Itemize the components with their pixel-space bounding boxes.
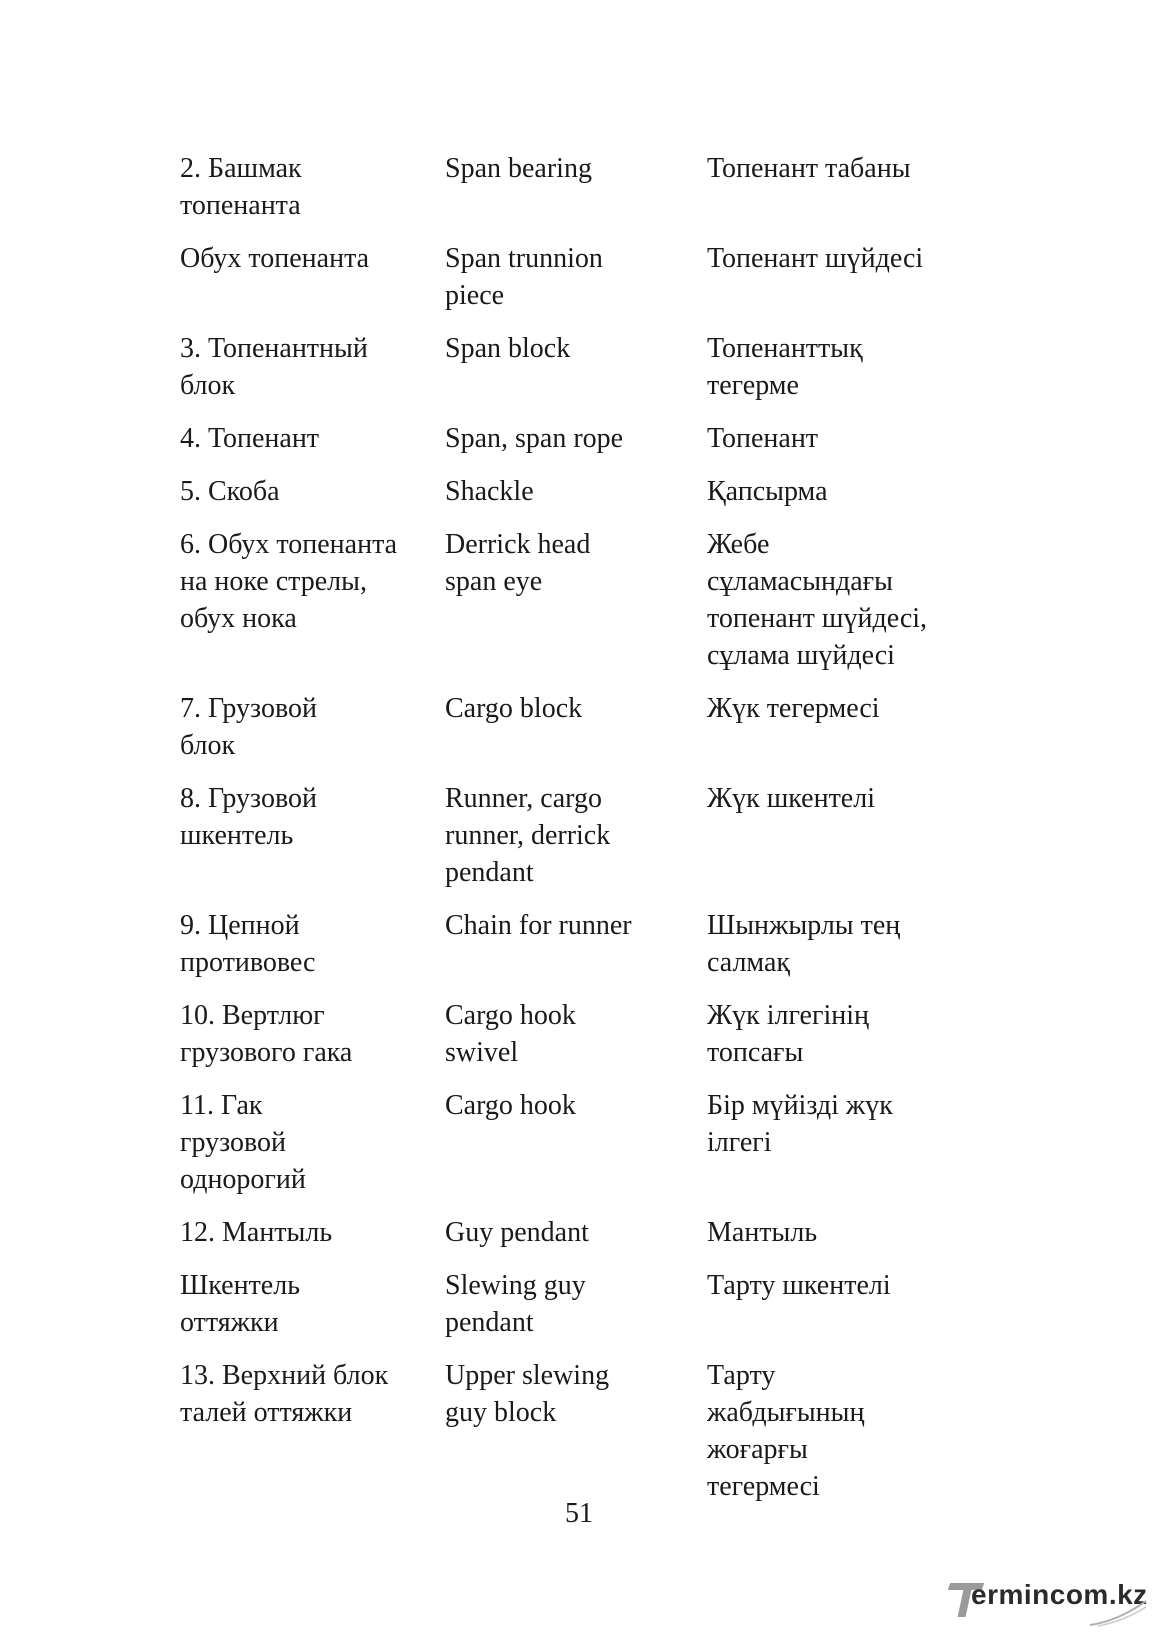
term-kazakh: Топенанттық тегерме [707, 333, 863, 401]
term-row [180, 330, 980, 404]
term-russian: 7. Грузовой блок [180, 693, 317, 761]
term-row [180, 473, 980, 510]
term-row [180, 240, 980, 314]
watermark-swoosh-icon [1088, 1599, 1148, 1627]
term-english: Span, span rope [445, 423, 624, 454]
term-kazakh: Топенант [707, 423, 819, 454]
term-kazakh: Тарту шкентелі [707, 1270, 891, 1301]
term-row [180, 1267, 980, 1341]
term-english: Span block [445, 333, 571, 364]
term-english: Chain for runner [445, 910, 632, 941]
term-russian: 13. Верхний блок талей оттяжки [180, 1360, 389, 1428]
term-russian: 11. Гак грузовой однорогий [180, 1090, 306, 1195]
term-row [180, 907, 980, 981]
term-russian: 4. Топенант [180, 423, 320, 454]
term-english: Guy pendant [445, 1217, 589, 1248]
term-english: Cargo hook swivel [445, 1000, 576, 1068]
term-row [180, 690, 980, 764]
term-russian: 9. Цепной противовес [180, 910, 316, 978]
term-russian: 6. Обух топенанта на ноке стрелы, обух нока [180, 529, 398, 634]
term-russian: 5. Скоба [180, 476, 280, 507]
term-kazakh: Шынжырлы тең салмақ [707, 910, 901, 978]
term-row [180, 780, 980, 891]
term-english: Runner, cargo runner, derrick pendant [445, 783, 611, 888]
term-russian: 10. Вертлюг грузового гака [180, 1000, 353, 1068]
term-row [180, 1087, 980, 1198]
term-kazakh: Жүк шкентелі [707, 783, 875, 814]
watermark-text: ermincom.kz [971, 1579, 1148, 1610]
term-kazakh: Қапсырма [707, 476, 828, 507]
terms-table [180, 150, 980, 1521]
term-kazakh: Жебе сұламасындағы топенант шүйдесі, сұлама шүйдесі [707, 529, 928, 671]
term-english: Span trunnion piece [445, 243, 603, 311]
term-kazakh: Топенант шүйдесі [707, 243, 924, 274]
term-kazakh: Тарту жабдығының жоғарғы тегермесі [707, 1360, 865, 1502]
term-row [180, 420, 980, 457]
term-english: Upper slewing guy block [445, 1360, 610, 1428]
term-english: Span bearing [445, 153, 592, 184]
term-kazakh: Жүк тегермесі [707, 693, 880, 724]
term-english: Slewing guy pendant [445, 1270, 586, 1338]
term-russian: Обух топенанта [180, 243, 370, 274]
term-kazakh: Топенант табаны [707, 153, 911, 184]
term-russian: 12. Мантыль [180, 1217, 333, 1248]
term-english: Derrick head span eye [445, 529, 591, 597]
term-row [180, 997, 980, 1071]
term-russian: 8. Грузовой шкентель [180, 783, 317, 851]
term-row [180, 1357, 980, 1505]
term-english: Cargo block [445, 693, 583, 724]
term-row [180, 526, 980, 674]
term-kazakh: Мантыль [707, 1217, 818, 1248]
term-russian: 3. Топенантный блок [180, 333, 368, 401]
term-row [180, 150, 980, 224]
term-kazakh: Жүк ілгегінің топсағы [707, 1000, 869, 1068]
term-english: Cargo hook [445, 1090, 576, 1121]
term-english: Shackle [445, 476, 534, 507]
page-number: 51 [565, 1498, 593, 1529]
term-russian: Шкентель оттяжки [180, 1270, 300, 1338]
term-kazakh: Бір мүйізді жүк ілгегі [707, 1090, 893, 1158]
term-row [180, 1214, 980, 1251]
term-russian: 2. Башмак топенанта [180, 153, 302, 221]
termincom-watermark [943, 1571, 1148, 1627]
